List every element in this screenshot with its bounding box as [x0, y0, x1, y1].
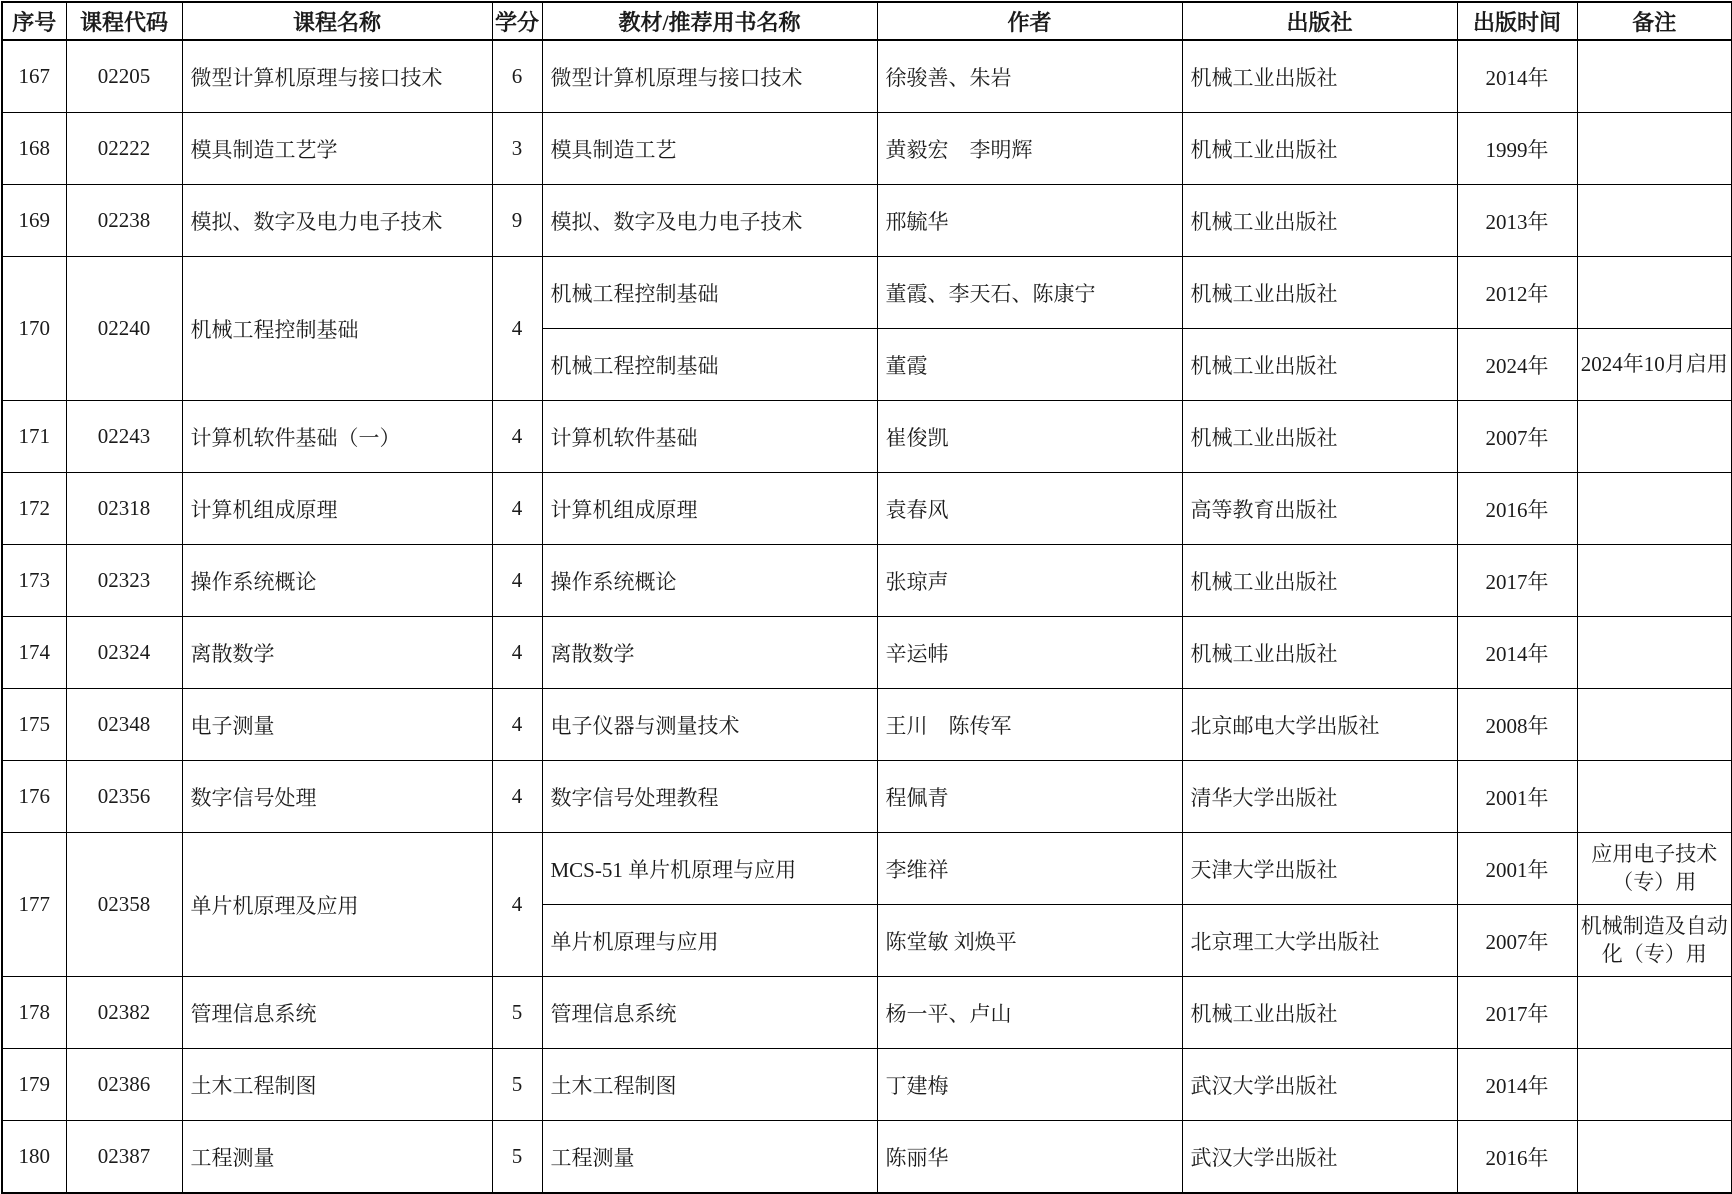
cell-no: 168: [2, 113, 66, 185]
cell-publisher: 机械工业出版社: [1182, 113, 1457, 185]
cell-author: 陈丽华: [877, 1121, 1182, 1194]
cell-publisher: 北京理工大学出版社: [1182, 905, 1457, 977]
cell-publish-date: 2014年: [1457, 40, 1577, 113]
cell-no: 171: [2, 401, 66, 473]
cell-publisher: 北京邮电大学出版社: [1182, 689, 1457, 761]
table-row: [2, 40, 1732, 113]
table-row: [2, 401, 1732, 473]
cell-author: 杨一平、卢山: [877, 977, 1182, 1049]
cell-course-name: 机械工程控制基础: [182, 257, 492, 401]
cell-remark: [1577, 257, 1732, 329]
cell-publish-date: 2017年: [1457, 545, 1577, 617]
cell-publish-date: 1999年: [1457, 113, 1577, 185]
cell-publish-date: 2012年: [1457, 257, 1577, 329]
cell-course-name: 计算机软件基础（一）: [182, 401, 492, 473]
cell-publisher: 高等教育出版社: [1182, 473, 1457, 545]
cell-remark: [1577, 545, 1732, 617]
cell-course-code: 02382: [66, 977, 182, 1049]
cell-textbook-name: 机械工程控制基础: [542, 329, 877, 401]
cell-course-name: 工程测量: [182, 1121, 492, 1194]
cell-remark: [1577, 473, 1732, 545]
cell-publisher: 机械工业出版社: [1182, 545, 1457, 617]
cell-credits: 9: [492, 185, 542, 257]
cell-course-name: 数字信号处理: [182, 761, 492, 833]
table-row: [2, 473, 1732, 545]
cell-course-code: 02222: [66, 113, 182, 185]
cell-course-code: 02324: [66, 617, 182, 689]
cell-no: 176: [2, 761, 66, 833]
header-publisher: 出版社: [1182, 2, 1457, 40]
cell-publisher: 武汉大学出版社: [1182, 1049, 1457, 1121]
cell-author: 张琼声: [877, 545, 1182, 617]
cell-publish-date: 2008年: [1457, 689, 1577, 761]
cell-course-code: 02318: [66, 473, 182, 545]
cell-no: 177: [2, 833, 66, 977]
cell-textbook-name: 计算机组成原理: [542, 473, 877, 545]
cell-author: 黄毅宏 李明辉: [877, 113, 1182, 185]
cell-no: 169: [2, 185, 66, 257]
cell-no: 180: [2, 1121, 66, 1194]
cell-publisher: 机械工业出版社: [1182, 617, 1457, 689]
cell-publisher: 机械工业出版社: [1182, 401, 1457, 473]
cell-remark: [1577, 401, 1732, 473]
cell-textbook-name: 单片机原理与应用: [542, 905, 877, 977]
header-publish-date: 出版时间: [1457, 2, 1577, 40]
cell-credits: 4: [492, 761, 542, 833]
cell-textbook-name: 土木工程制图: [542, 1049, 877, 1121]
cell-course-code: 02205: [66, 40, 182, 113]
cell-publish-date: 2007年: [1457, 905, 1577, 977]
cell-course-code: 02323: [66, 545, 182, 617]
cell-textbook-name: 微型计算机原理与接口技术: [542, 40, 877, 113]
header-credits: 学分: [492, 2, 542, 40]
cell-author: 徐骏善、朱岩: [877, 40, 1182, 113]
cell-course-code: 02348: [66, 689, 182, 761]
cell-course-code: 02240: [66, 257, 182, 401]
cell-publisher: 机械工业出版社: [1182, 329, 1457, 401]
cell-credits: 4: [492, 617, 542, 689]
cell-credits: 4: [492, 689, 542, 761]
cell-remark: [1577, 113, 1732, 185]
table-row: [2, 185, 1732, 257]
cell-no: 178: [2, 977, 66, 1049]
cell-author: 崔俊凯: [877, 401, 1182, 473]
cell-textbook-name: 管理信息系统: [542, 977, 877, 1049]
cell-credits: 5: [492, 977, 542, 1049]
table-row: [2, 113, 1732, 185]
header-course-code: 课程代码: [66, 2, 182, 40]
cell-author: 王川 陈传军: [877, 689, 1182, 761]
cell-publish-date: 2014年: [1457, 617, 1577, 689]
cell-publish-date: 2024年: [1457, 329, 1577, 401]
cell-remark: [1577, 761, 1732, 833]
table-row: [2, 833, 1732, 905]
cell-credits: 4: [492, 833, 542, 977]
cell-textbook-name: 操作系统概论: [542, 545, 877, 617]
cell-textbook-name: 模拟、数字及电力电子技术: [542, 185, 877, 257]
cell-course-code: 02243: [66, 401, 182, 473]
cell-publisher: 机械工业出版社: [1182, 185, 1457, 257]
course-textbook-table: [1, 1, 1732, 1194]
cell-course-code: 02358: [66, 833, 182, 977]
cell-course-name: 土木工程制图: [182, 1049, 492, 1121]
cell-publish-date: 2001年: [1457, 833, 1577, 905]
cell-course-code: 02356: [66, 761, 182, 833]
cell-publish-date: 2013年: [1457, 185, 1577, 257]
cell-author: 邢毓华: [877, 185, 1182, 257]
cell-author: 陈堂敏 刘焕平: [877, 905, 1182, 977]
cell-course-name: 模具制造工艺学: [182, 113, 492, 185]
cell-credits: 4: [492, 545, 542, 617]
cell-remark: 机械制造及自动化（专）用: [1577, 905, 1732, 977]
cell-no: 167: [2, 40, 66, 113]
cell-remark: [1577, 617, 1732, 689]
cell-credits: 3: [492, 113, 542, 185]
cell-textbook-name: MCS-51 单片机原理与应用: [542, 833, 877, 905]
cell-no: 175: [2, 689, 66, 761]
cell-credits: 4: [492, 257, 542, 401]
cell-textbook-name: 工程测量: [542, 1121, 877, 1194]
cell-author: 丁建梅: [877, 1049, 1182, 1121]
cell-no: 170: [2, 257, 66, 401]
header-row: [2, 2, 1732, 40]
cell-author: 董霞: [877, 329, 1182, 401]
cell-course-name: 电子测量: [182, 689, 492, 761]
table-row: [2, 617, 1732, 689]
cell-author: 李维祥: [877, 833, 1182, 905]
cell-remark: [1577, 1049, 1732, 1121]
table-row: [2, 1121, 1732, 1194]
cell-course-code: 02387: [66, 1121, 182, 1194]
cell-publisher: 机械工业出版社: [1182, 40, 1457, 113]
cell-credits: 6: [492, 40, 542, 113]
cell-course-name: 模拟、数字及电力电子技术: [182, 185, 492, 257]
header-course-name: 课程名称: [182, 2, 492, 40]
cell-publish-date: 2014年: [1457, 1049, 1577, 1121]
cell-publish-date: 2017年: [1457, 977, 1577, 1049]
cell-no: 172: [2, 473, 66, 545]
cell-remark: [1577, 1121, 1732, 1194]
table-header: [2, 2, 1732, 40]
cell-publisher: 机械工业出版社: [1182, 257, 1457, 329]
cell-publisher: 清华大学出版社: [1182, 761, 1457, 833]
cell-textbook-name: 机械工程控制基础: [542, 257, 877, 329]
cell-remark: [1577, 977, 1732, 1049]
cell-author: 辛运帏: [877, 617, 1182, 689]
cell-course-code: 02238: [66, 185, 182, 257]
cell-author: 袁春风: [877, 473, 1182, 545]
cell-textbook-name: 数字信号处理教程: [542, 761, 877, 833]
course-table-body: [2, 40, 1732, 1193]
table-row: [2, 257, 1732, 329]
cell-textbook-name: 计算机软件基础: [542, 401, 877, 473]
cell-credits: 5: [492, 1049, 542, 1121]
table-row: [2, 689, 1732, 761]
cell-author: 董霞、李天石、陈康宁: [877, 257, 1182, 329]
cell-credits: 4: [492, 401, 542, 473]
cell-textbook-name: 模具制造工艺: [542, 113, 877, 185]
cell-course-name: 单片机原理及应用: [182, 833, 492, 977]
cell-course-name: 微型计算机原理与接口技术: [182, 40, 492, 113]
cell-publish-date: 2016年: [1457, 1121, 1577, 1194]
cell-remark: [1577, 185, 1732, 257]
table-row: [2, 761, 1732, 833]
cell-publisher: 武汉大学出版社: [1182, 1121, 1457, 1194]
cell-publish-date: 2007年: [1457, 401, 1577, 473]
cell-publisher: 机械工业出版社: [1182, 977, 1457, 1049]
header-remark: 备注: [1577, 2, 1732, 40]
cell-course-name: 计算机组成原理: [182, 473, 492, 545]
cell-textbook-name: 离散数学: [542, 617, 877, 689]
cell-no: 174: [2, 617, 66, 689]
cell-publish-date: 2016年: [1457, 473, 1577, 545]
header-no: 序号: [2, 2, 66, 40]
cell-course-name: 离散数学: [182, 617, 492, 689]
cell-remark: [1577, 689, 1732, 761]
header-author: 作者: [877, 2, 1182, 40]
table-row: [2, 545, 1732, 617]
cell-remark: [1577, 40, 1732, 113]
cell-publisher: 天津大学出版社: [1182, 833, 1457, 905]
cell-no: 173: [2, 545, 66, 617]
table-row: [2, 977, 1732, 1049]
cell-no: 179: [2, 1049, 66, 1121]
cell-remark: 2024年10月启用: [1577, 329, 1732, 401]
header-textbook-name: 教材/推荐用书名称: [542, 2, 877, 40]
cell-course-code: 02386: [66, 1049, 182, 1121]
cell-textbook-name: 电子仪器与测量技术: [542, 689, 877, 761]
cell-course-name: 管理信息系统: [182, 977, 492, 1049]
cell-course-name: 操作系统概论: [182, 545, 492, 617]
table-row: [2, 1049, 1732, 1121]
cell-publish-date: 2001年: [1457, 761, 1577, 833]
cell-credits: 4: [492, 473, 542, 545]
cell-author: 程佩青: [877, 761, 1182, 833]
cell-remark: 应用电子技术（专）用: [1577, 833, 1732, 905]
cell-credits: 5: [492, 1121, 542, 1194]
